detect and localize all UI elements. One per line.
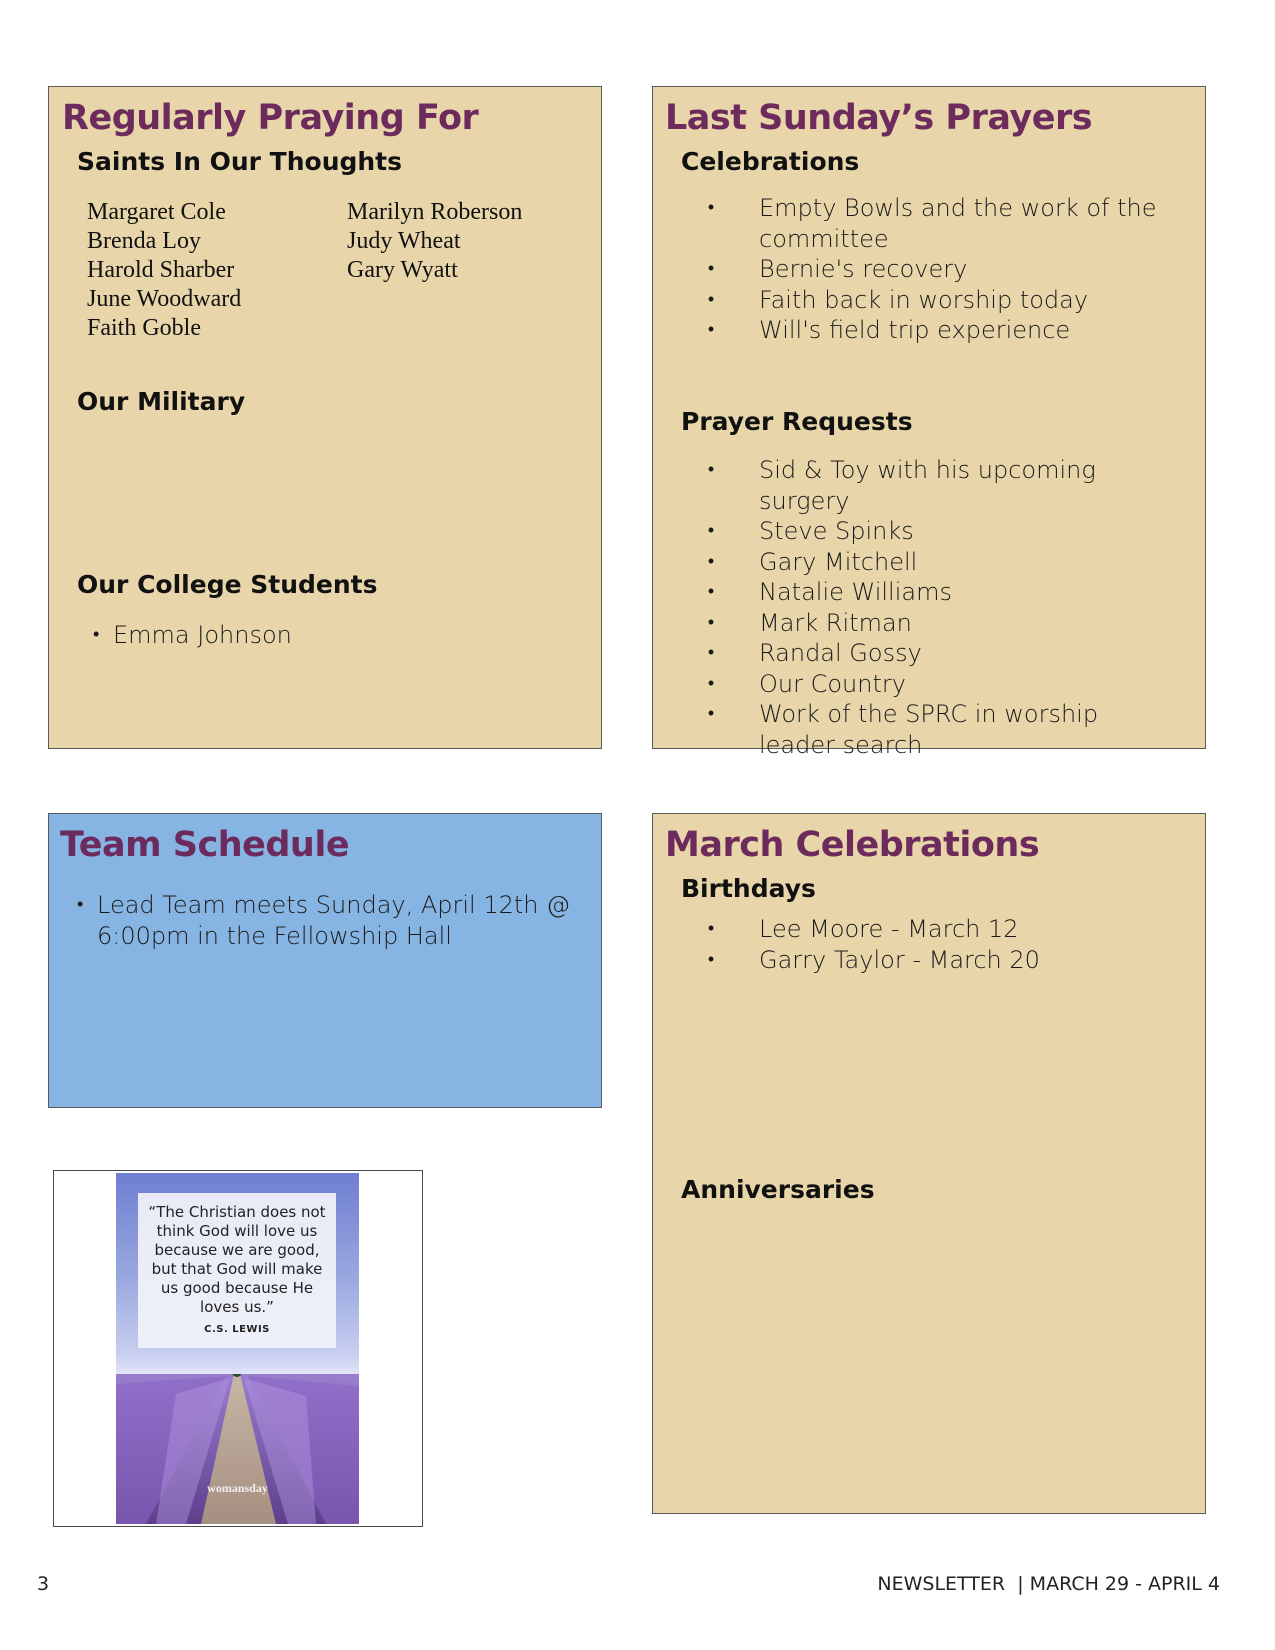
birthdays-list xyxy=(701,914,1171,975)
list-item xyxy=(701,914,1171,945)
bullet-icon: • xyxy=(707,319,715,340)
celebration-text: Faith back in worship today xyxy=(759,285,1089,314)
anniversaries-heading: Anniversaries xyxy=(681,1175,875,1204)
bullet-icon: • xyxy=(707,581,715,602)
bullet-icon: • xyxy=(707,520,715,541)
list-item xyxy=(701,516,1171,547)
list-item xyxy=(701,285,1171,316)
quote-text: “The Christian does not think God will love us because we are good, but that God will make us good because He loves us.” xyxy=(148,1203,326,1316)
regularly-praying-for-panel xyxy=(48,86,602,749)
prayer-request-text: Mark Ritman xyxy=(759,608,912,637)
bullet-icon: • xyxy=(707,703,715,724)
bullet-icon: • xyxy=(707,948,715,970)
lavender-field-illustration xyxy=(116,1374,359,1524)
list-item xyxy=(701,608,1171,639)
birthday-text: Garry Taylor - March 20 xyxy=(759,945,1040,974)
bullet-icon: • xyxy=(707,288,715,310)
list-item xyxy=(701,669,1171,700)
list-item xyxy=(701,577,1171,608)
prayer-request-text: Randal Gossy xyxy=(759,639,922,667)
quote-author: C.S. LEWIS xyxy=(204,1324,270,1335)
prayer-request-text: Work of the SPRC in worship leader search xyxy=(759,700,1099,759)
celebrations-heading: Celebrations xyxy=(681,147,860,176)
bullet-icon: • xyxy=(707,197,715,218)
list-item: Gary Wyatt xyxy=(347,257,458,283)
bullet-icon: • xyxy=(77,894,84,915)
bullet-icon: • xyxy=(707,258,715,279)
list-item xyxy=(77,890,577,951)
list-item xyxy=(701,638,1171,669)
list-item: Margaret Cole xyxy=(87,199,226,225)
last-sunday-prayers-panel xyxy=(652,86,1206,759)
list-item: Faith Goble xyxy=(87,315,201,341)
list-item xyxy=(701,547,1171,578)
list-item xyxy=(701,254,1171,285)
march-celebrations-title: March Celebrations xyxy=(665,825,1040,865)
list-item xyxy=(701,455,1171,516)
college-heading: Our College Students xyxy=(77,570,378,599)
page-number: 3 xyxy=(37,1573,50,1595)
list-item: Brenda Loy xyxy=(87,228,201,254)
footer-date-range: MARCH 29 - APRIL 4 xyxy=(1029,1573,1220,1595)
saints-heading: Saints In Our Thoughts xyxy=(77,147,403,176)
bullet-icon: • xyxy=(707,611,715,633)
bullet-icon: • xyxy=(707,672,715,694)
team-schedule-list xyxy=(77,890,577,951)
celebration-text: Empty Bowls and the work of the committee xyxy=(759,194,1157,253)
prayer-request-text: Steve Spinks xyxy=(759,517,914,545)
list-item xyxy=(701,315,1171,346)
newsletter-label: NEWSLETTER xyxy=(877,1573,1006,1595)
prayer-request-text: Natalie Williams xyxy=(759,578,952,606)
prayer-requests-heading: Prayer Requests xyxy=(681,407,913,436)
march-celebrations-panel xyxy=(652,813,1206,1514)
list-item: June Woodward xyxy=(87,286,242,312)
team-schedule-title: Team Schedule xyxy=(60,825,350,865)
birthday-text: Lee Moore - March 12 xyxy=(759,915,1019,943)
list-item: Harold Sharber xyxy=(87,257,235,283)
celebration-text: Will's field trip experience xyxy=(759,316,1071,344)
bullet-icon: • xyxy=(707,550,715,572)
footer-separator: | xyxy=(1017,1573,1024,1595)
last-sunday-title: Last Sunday’s Prayers xyxy=(665,98,1093,138)
prayer-request-text: Sid & Toy with his upcoming surgery xyxy=(759,456,1096,515)
prayer-request-text: Our Country xyxy=(759,669,906,698)
list-item xyxy=(701,193,1171,254)
watermark-text: womansday xyxy=(207,1481,268,1495)
bullet-icon: • xyxy=(707,918,715,939)
celebration-text: Bernie's recovery xyxy=(759,255,968,283)
military-heading: Our Military xyxy=(77,387,246,416)
saints-list-col1 xyxy=(87,198,241,343)
list-item xyxy=(93,620,292,651)
bullet-icon: • xyxy=(707,459,715,480)
college-students-list xyxy=(93,620,292,651)
celebrations-list xyxy=(701,193,1171,346)
regularly-praying-title: Regularly Praying For xyxy=(62,98,479,138)
list-item xyxy=(701,945,1171,976)
saints-list-col2 xyxy=(347,198,522,285)
prayer-requests-list xyxy=(701,455,1171,760)
schedule-item-text: Lead Team meets Sunday, April 12th @ 6:00pm in the Fellowship Hall xyxy=(97,891,571,950)
bullet-icon: • xyxy=(93,624,100,645)
birthdays-heading: Birthdays xyxy=(681,874,816,903)
quote-card xyxy=(138,1193,336,1348)
list-item: Marilyn Roberson xyxy=(347,199,523,225)
list-item xyxy=(701,699,1171,760)
prayer-request-text: Gary Mitchell xyxy=(759,547,918,576)
team-schedule-panel xyxy=(48,813,602,1108)
college-student-name: Emma Johnson xyxy=(113,621,292,649)
list-item: Judy Wheat xyxy=(347,228,461,254)
bullet-icon: • xyxy=(707,642,715,663)
footer-newsletter-label xyxy=(877,1573,1220,1595)
quote-image-frame xyxy=(53,1170,423,1527)
lavender-field-image xyxy=(116,1173,359,1524)
